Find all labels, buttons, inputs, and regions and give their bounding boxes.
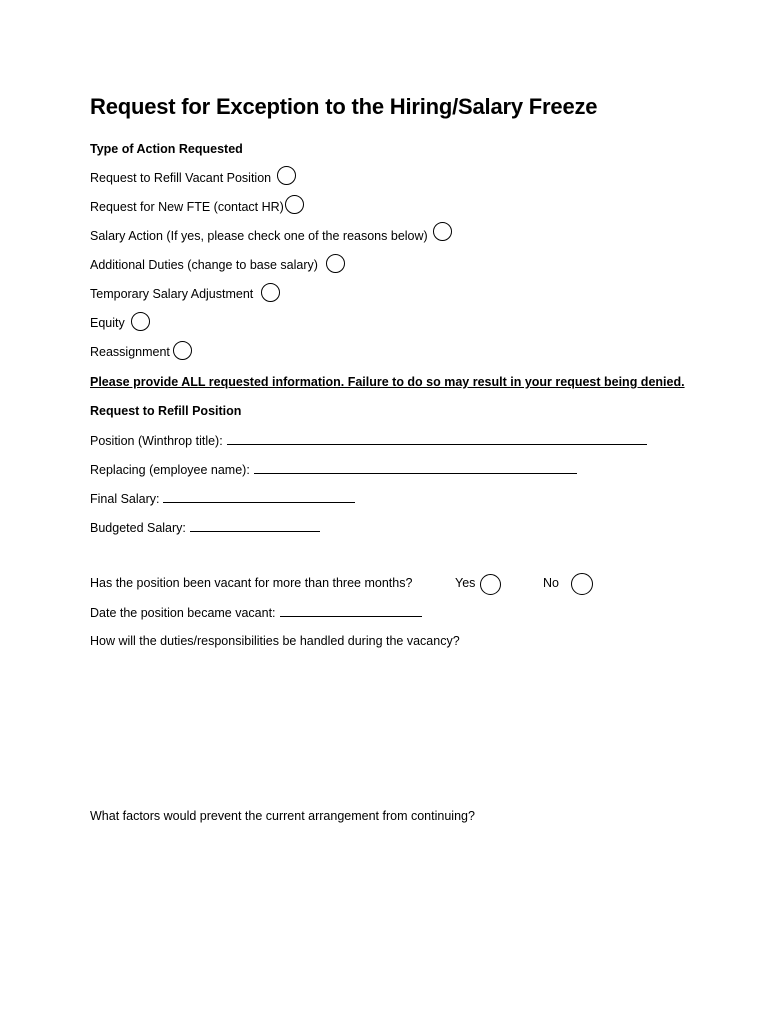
position-title-field (90, 433, 647, 448)
prevent-factors-question: What factors would prevent the current arrangement from continuing? (90, 809, 475, 823)
action-equity-radio[interactable] (131, 312, 150, 331)
action-temporary-adjustment-label: Temporary Salary Adjustment (90, 287, 254, 301)
final-salary-input[interactable] (163, 491, 355, 503)
position-title-input[interactable] (227, 433, 647, 445)
type-of-action-heading: Type of Action Requested (90, 142, 243, 156)
action-temporary-adjustment-radio[interactable] (261, 283, 280, 302)
position-title-label: Position (Winthrop title): (90, 434, 223, 448)
action-new-fte-label: Request for New FTE (contact HR) (90, 200, 284, 214)
vacant-yes-radio[interactable] (480, 574, 501, 595)
vacant-no-label: No (543, 576, 559, 590)
duties-handling-question: How will the duties/responsibilities be handled during the vacancy? (90, 634, 460, 648)
form-title: Request for Exception to the Hiring/Salary Freeze (90, 94, 598, 119)
vacant-no-radio[interactable] (571, 573, 593, 595)
action-additional-duties-label: Additional Duties (change to base salary) (90, 258, 318, 272)
duties-handling-answer-area[interactable] (90, 655, 670, 795)
budgeted-salary-input[interactable] (190, 520, 320, 532)
replacing-employee-label: Replacing (employee name): (90, 463, 250, 477)
final-salary-field (90, 491, 355, 506)
budgeted-salary-field (90, 520, 320, 535)
budgeted-salary-label: Budgeted Salary: (90, 521, 186, 535)
action-refill-vacant-label: Request to Refill Vacant Position (90, 171, 272, 185)
vacant-date-label: Date the position became vacant: (90, 606, 276, 620)
action-additional-duties-radio[interactable] (326, 254, 345, 273)
prevent-factors-answer-area[interactable] (90, 830, 670, 990)
replacing-employee-field (90, 462, 577, 477)
action-salary-label: Salary Action (If yes, please check one of the reasons below) (90, 229, 428, 243)
warning-text: Please provide ALL requested information. Failure to do so may result in your request being denied. (90, 375, 685, 389)
replacing-employee-input[interactable] (254, 462, 577, 474)
final-salary-label: Final Salary: (90, 492, 160, 506)
vacant-date-input[interactable] (280, 605, 422, 617)
vacant-three-months-question: Has the position been vacant for more than three months? (90, 576, 413, 590)
action-equity-label: Equity (90, 316, 125, 330)
refill-position-heading: Request to Refill Position (90, 404, 242, 418)
vacant-yes-label: Yes (455, 576, 476, 590)
action-salary-radio[interactable] (433, 222, 452, 241)
vacant-date-field (90, 605, 422, 620)
action-new-fte-radio[interactable] (285, 195, 304, 214)
action-reassignment-radio[interactable] (173, 341, 192, 360)
action-refill-vacant-radio[interactable] (277, 166, 296, 185)
action-reassignment-label: Reassignment (90, 345, 170, 359)
